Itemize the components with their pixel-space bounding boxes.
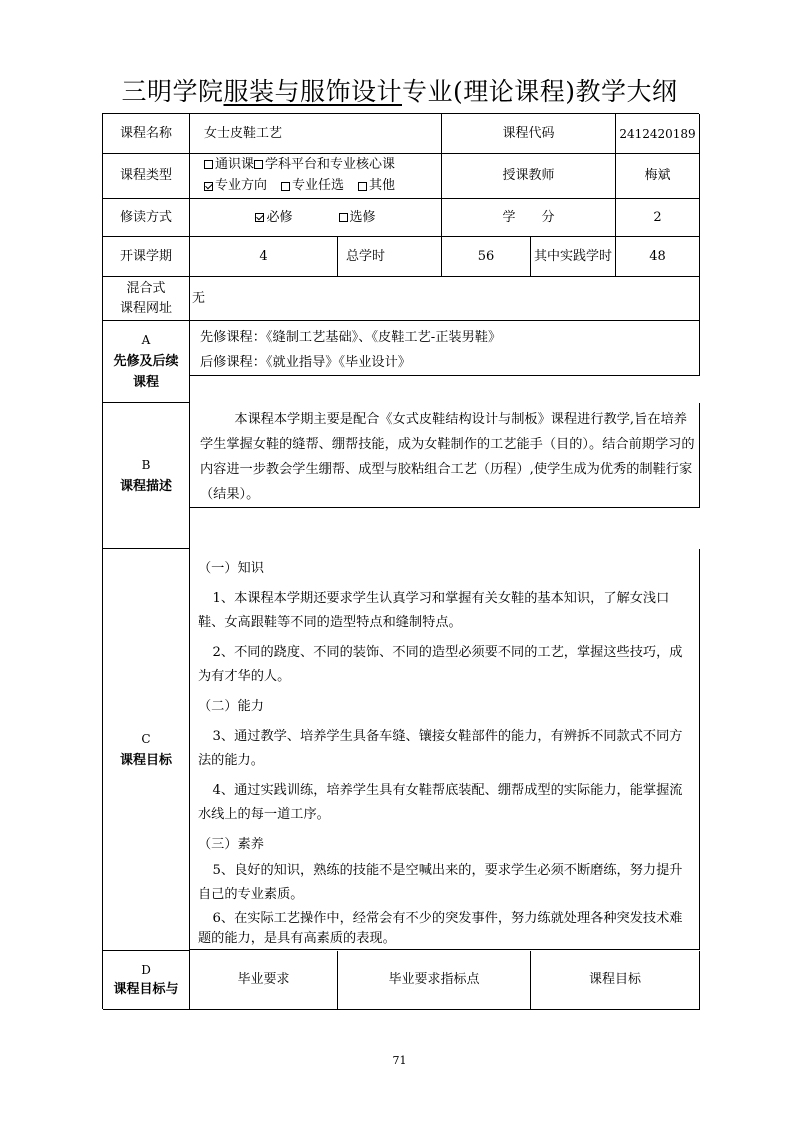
total-hours-value: 56	[442, 237, 531, 277]
section-d-label: D 课程目标与	[103, 951, 190, 1010]
checkbox-icon	[281, 182, 290, 191]
checkbox-icon	[358, 182, 367, 191]
course-name-value: 女士皮鞋工艺	[190, 114, 442, 154]
practice-hours-value: 48	[616, 237, 700, 277]
syllabus-table	[102, 113, 699, 1009]
checked-checkbox-icon	[255, 213, 264, 222]
checkbox-icon	[339, 213, 348, 222]
course-name-label: 课程名称	[103, 114, 190, 154]
course-objectives	[190, 549, 700, 950]
description-text: 本课程本学期主要是配合《女式皮鞋结构设计与制板》课程进行教学,旨在培养学生掌握女鞋的缝帮、绷帮技能，成为女鞋制作的工艺能手（目的）。结合前期学习的内容进一步教会学生绷帮、成型与胶粘组合工艺（历程）,使学生成为优秀的制鞋行家（结果）。	[200, 412, 695, 502]
checked-checkbox-icon	[204, 182, 213, 191]
section-a-label: A 先修及后续 课程	[103, 321, 190, 403]
credit-value: 2	[616, 199, 700, 237]
prereq-text: 先修课程：《缝制工艺基础》、《皮鞋工艺-正装男鞋》	[200, 330, 502, 345]
course-code-label: 课程代码	[442, 114, 616, 154]
teacher-value: 梅斌	[616, 154, 700, 199]
total-hours-label: 总学时	[338, 237, 442, 277]
course-objective-header: 课程目标	[531, 951, 700, 1010]
objective-item: 2、不同的跷度、不同的装饰、不同的造型必须要不同的工艺，掌握这些技巧，成为有才华的人。	[198, 645, 683, 684]
teacher-label: 授课教师	[442, 154, 616, 199]
semester-label: 开课学期	[103, 237, 190, 277]
checkbox-icon	[204, 160, 213, 169]
course-code-value: 2412420189	[616, 114, 700, 154]
checkbox-major-direction[interactable]: 专业方向	[204, 176, 267, 196]
quality-heading: （三）素养	[198, 837, 264, 852]
prerequisite-courses	[190, 321, 700, 376]
requirement-indicator-header: 毕业要求指标点	[338, 951, 531, 1010]
ability-heading: （二）能力	[198, 699, 264, 714]
page-number: 71	[392, 1054, 407, 1067]
checkbox-icon	[254, 160, 263, 169]
objective-item: 3、通过教学、培养学生具备车缝、镶接女鞋部件的能力，有辨拆不同款式不同方法的能力。	[198, 729, 683, 768]
study-mode-options	[190, 199, 442, 237]
checkbox-required[interactable]: 必修	[255, 208, 292, 228]
page-title: 三明学院服装与服饰设计专业(理论课程)教学大纲	[121, 77, 678, 106]
study-mode-label: 修读方式	[103, 199, 190, 237]
course-type-options	[190, 154, 442, 199]
credit-label: 学 分	[442, 199, 616, 237]
semester-value: 4	[190, 237, 338, 277]
followup-text: 后修课程：《就业指导》《毕业设计》	[200, 355, 411, 370]
hybrid-course-url: 无	[190, 277, 700, 321]
objective-item: 1、本课程本学期还要求学生认真学习和掌握有关女鞋的基本知识，了解女浅口鞋、女高跟鞋等不同的造型特点和缝制特点。	[198, 591, 670, 630]
checkbox-major-elective[interactable]: 专业任选	[281, 176, 344, 196]
course-type-label: 课程类型	[103, 154, 190, 199]
section-b-label: B 课程描述	[103, 403, 190, 549]
graduation-requirement-header: 毕业要求	[190, 951, 338, 1010]
objective-item: 4、通过实践训练，培养学生具有女鞋帮底装配、绷帮成型的实际能力，能掌握流水线上的每一道工序。	[198, 783, 683, 822]
hybrid-course-label: 混合式 课程网址	[103, 277, 190, 321]
practice-hours-label: 其中实践学时	[531, 237, 616, 277]
section-c-label: C 课程目标	[103, 549, 190, 951]
checkbox-elective[interactable]: 选修	[339, 208, 376, 228]
checkbox-other[interactable]: 其他	[358, 176, 395, 196]
objective-item: 5、良好的知识，熟练的技能不是空喊出来的，要求学生必须不断磨练，努力提升自己的专业素质。	[198, 863, 683, 902]
objective-item: 6、在实际工艺操作中，经常会有不少的突发事件，努力练就处理各种突发技术难题的能力，是具有高素质的表现。	[198, 911, 683, 946]
checkbox-core[interactable]: 学科平台和专业核心课	[254, 155, 395, 175]
course-description	[190, 403, 700, 508]
checkbox-general[interactable]: 通识课	[204, 155, 254, 175]
knowledge-heading: （一）知识	[198, 561, 264, 576]
